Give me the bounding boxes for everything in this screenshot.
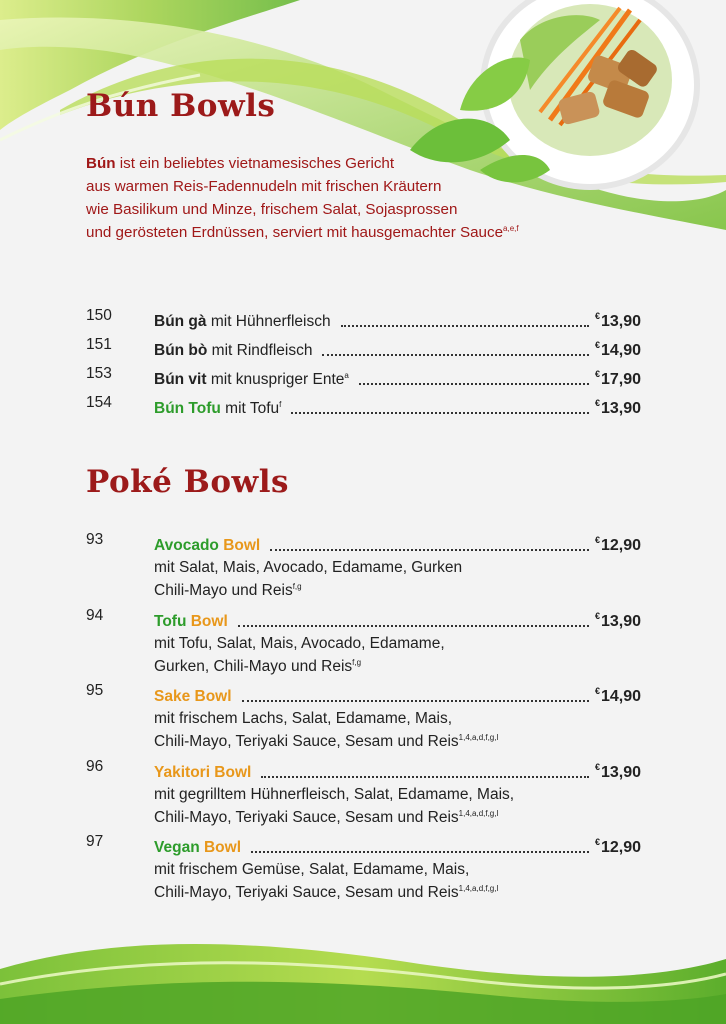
item-description-2: Chili-Mayo, Teriyaki Sauce, Sesam und Reis$^{1,4,a,d,f,g,l}$ <box>154 884 499 901</box>
item-title: Sake Bowl <box>154 688 232 705</box>
dot-leader <box>291 412 589 414</box>
item-price: €13,90 <box>594 311 641 330</box>
item-description-1: mit gegrilltem Hühnerfleisch, Salat, Edamame, Mais, <box>154 785 515 803</box>
item-price: €13,90 <box>594 398 641 417</box>
dot-leader <box>341 325 589 327</box>
item-title: Bún gà mit Hühnerfleisch <box>154 313 331 330</box>
menu-item <box>86 530 641 606</box>
poke-section-title: Poké Bowls <box>86 464 289 500</box>
item-description-1: mit Salat, Mais, Avocado, Edamame, Gurken <box>154 559 463 576</box>
item-number: 94 <box>86 606 104 624</box>
intro-line-4: und gerösteten Erdnüssen, serviert mit hausgemachter Sauce <box>86 224 504 241</box>
intro-dish-name: Bún <box>86 155 116 172</box>
item-price: €13,90 <box>594 761 641 781</box>
item-number: 154 <box>86 394 112 411</box>
bun-section-title: Bún Bowls <box>86 88 276 124</box>
allergen-codes: a <box>344 371 349 380</box>
intro-allergen-codes: a,e,f <box>503 224 519 233</box>
allergen-codes: f <box>279 400 282 409</box>
item-title: Tofu Bowl <box>154 612 228 630</box>
intro-line-3: wie Basilikum und Minze, frischem Salat, Sojasprossen <box>86 201 458 218</box>
poke-menu-list <box>86 530 641 908</box>
item-number: 151 <box>86 336 112 353</box>
item-description-2: Chili-Mayo, Teriyaki Sauce, Sesam und Reis$^{1,4,a,d,f,g,l}$ <box>154 733 499 750</box>
item-number: 150 <box>86 307 112 324</box>
dot-leader <box>251 851 589 853</box>
allergen-codes: 1,4,a,d,f,g,l <box>458 733 499 742</box>
item-title: Bún bò mit Rindfleisch <box>154 342 313 359</box>
item-description-1: mit frischem Gemüse, Salat, Edamame, Mais, <box>154 861 470 878</box>
item-description-2: Gurken, Chili-Mayo und Reis$^{f,g}$ <box>154 657 362 675</box>
dot-leader <box>238 625 589 627</box>
menu-item <box>86 832 641 908</box>
intro-line-1: ist ein beliebtes vietnamesisches Gericht <box>115 155 395 172</box>
item-description-2: Chili-Mayo, Teriyaki Sauce, Sesam und Reis$^{1,4,a,d,f,g,l}$ <box>154 808 499 826</box>
item-description-2: Chili-Mayo und Reis$^{f,g}$ <box>154 582 302 599</box>
menu-item <box>86 364 641 393</box>
bun-intro-text <box>86 152 566 244</box>
item-price: €14,90 <box>594 686 641 705</box>
item-number: 97 <box>86 833 104 850</box>
menu-item <box>86 306 641 335</box>
menu-item <box>86 393 641 422</box>
intro-line-2: aus warmen Reis-Fadennudeln mit frischen Kräutern <box>86 178 442 195</box>
dot-leader <box>322 354 588 356</box>
allergen-codes: f,g <box>352 657 362 667</box>
item-price: €13,90 <box>594 610 641 630</box>
menu-item <box>86 606 641 682</box>
dot-leader <box>242 700 589 702</box>
item-price: €17,90 <box>594 369 641 388</box>
menu-item <box>86 681 641 757</box>
item-title: Avocado Bowl <box>154 537 261 554</box>
bun-menu-list <box>86 306 641 422</box>
item-title: Bún Tofu mit Tofu$^f$ <box>154 400 282 417</box>
item-price: €12,90 <box>594 535 641 554</box>
menu-item <box>86 335 641 364</box>
item-title: Yakitori Bowl <box>154 763 252 781</box>
item-price: €14,90 <box>594 340 641 359</box>
item-description-1: mit frischem Lachs, Salat, Edamame, Mais, <box>154 710 453 727</box>
dot-leader <box>270 549 589 551</box>
item-number: 153 <box>86 365 112 382</box>
bottom-swoosh-decoration <box>0 924 726 1024</box>
dot-leader <box>359 383 589 385</box>
dot-leader <box>261 776 589 778</box>
allergen-codes: f,g <box>292 582 302 591</box>
allergen-codes: 1,4,a,d,f,g,l <box>458 808 499 818</box>
item-number: 93 <box>86 531 104 548</box>
allergen-codes: 1,4,a,d,f,g,l <box>458 884 499 893</box>
item-description-1: mit Tofu, Salat, Mais, Avocado, Edamame, <box>154 634 445 652</box>
item-number: 95 <box>86 682 104 699</box>
menu-item <box>86 757 641 833</box>
item-title: Vegan Bowl <box>154 839 242 856</box>
item-number: 96 <box>86 757 104 775</box>
item-price: €12,90 <box>594 837 641 856</box>
item-title: Bún vit mit knuspriger Ente$^a$ <box>154 371 349 388</box>
